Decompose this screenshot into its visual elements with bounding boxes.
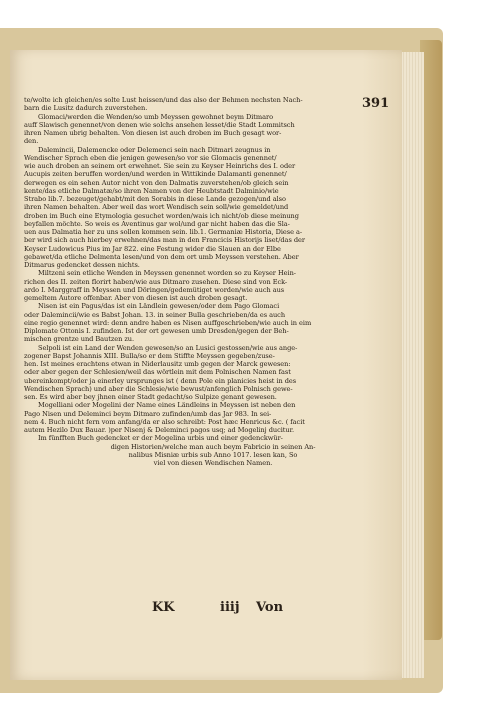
text-line: ihren Namen ubrig behalten. Von diesen ist auch droben im Buch gesagt wor-	[24, 129, 282, 137]
page-number: 391	[362, 96, 390, 111]
text-line: ubereinkompt/oder ja einerley ursprunges ist ( denn Pole ein planicies heist in des	[24, 376, 297, 385]
text-line: uen aus Dalmatia her zu uns sollen kommen sein. lib.1. Germaniæ Historia, Diese a-	[24, 228, 303, 236]
text-line: autem Hezilo Dux Bauar. )per Nisenj & Deleminci pagos usq; ad Mogelinj ducitur.	[24, 426, 295, 434]
text-line: zogener Bapst Johannis XIII. Bulla/so er dem Stiffte Meyssen gegeben/zuse-	[24, 351, 275, 360]
text-line: Wendischer Sprach eben die jenigen gewesen/so vor sie Glomacis genennet/	[24, 153, 277, 162]
text-line: wie auch droben an seinem ort erwehnet. Sie sein zu Keyser Heinrichs des I. oder	[24, 162, 296, 170]
text-line: Ditmarus gedencket dessen nichts.	[24, 261, 140, 269]
signature-mark: KK	[152, 600, 175, 615]
text-line: Glomaci/werden die Wenden/so umb Meyssen gewohnet beym Ditmaro	[38, 112, 274, 121]
text-line: nem 4. Buch nicht fern vom anfang/da er also schreibt: Post hæc Henricus &c. ( facit	[24, 417, 305, 426]
text-line: Dalemincii, Dalemencke oder Delemenci sein nach Ditmari zeugnus in	[38, 145, 271, 154]
text-line: droben im Buch eine Etymologia gesuchet worden/wais ich nicht/ob diese meinung	[24, 211, 299, 220]
text-line: digen Historien/welche man auch beym Fabricio in seinen An-	[110, 442, 316, 451]
text-line: Keyser Ludowicus Pius im Jar 822. eine Festung wider die Slauen an der Elbe	[24, 244, 281, 253]
text-line: Strabo lib.7. bezeuget/gehabt/mit den Sorabis in diese Lande gezogen/und also	[24, 195, 286, 203]
text-line: Selpoli ist ein Land der Wenden gewesen/so an Lusici gestossen/wie aus ange-	[38, 343, 298, 352]
text-line: te/wolte ich gleichen/es solte Lust heissen/und das also der Behmen nechsten Nach-	[24, 96, 303, 104]
text-line: eine regio genennet wird: denn andre haben es Nisen auffgeschrieben/wie auch in eim	[24, 318, 312, 327]
text-line: mischen grentze und Bautzen zu.	[24, 335, 135, 344]
text-line: auff Slawisch genennet/von denen wie solchs ansehen lesset/die Stadt Lommitsch	[24, 120, 295, 129]
text-line: barn die Lusitz dadurch zuverstehen.	[24, 104, 148, 113]
text-line: oder aber gegen der Schlesien/weil das wörtlein mit dem Polnischen Namen fast	[24, 368, 291, 377]
page-text	[24, 96, 402, 467]
text-line: derwegen es ein sehen Autor nicht von den Dalmatis zuverstehen/ob gleich sein	[24, 178, 289, 187]
text-line: viel von diesen Wendischen Namen.	[153, 459, 273, 467]
sheet-mark: iiij	[220, 600, 240, 615]
text-line: gemeltem Autore offenbar. Aber von diesen ist auch droben gesagt.	[24, 294, 248, 302]
text-line: ber wird sich auch hierbey erwehnen/das man in den Francicis Historijs liset/das der	[24, 236, 305, 245]
text-line: Nisen ist ein Pagus/das ist ein Ländlein gewesen/oder dem Pago Glomaci	[38, 302, 280, 311]
text-line: sen. Es wird aber bey jhnen einer Stadt gedacht/so Sulpize genant gewesen.	[24, 393, 277, 401]
text-line: oder Dalemincii/wie es Babst Johan. 13. in seiner Bulla geschrieben/da es auch	[24, 310, 286, 319]
text-line: Im fünfften Buch gedencket er der Mogelina urbis und einer gedenckwür-	[38, 434, 283, 443]
text-line: ardo I. Marggraff in Meyssen und Döringen/gedemütiget worden/wie auch aus	[24, 285, 285, 294]
text-line: hen. Ist meines erachtens etwan in Niderlausitz umb gegen der Marck gewesen:	[24, 360, 291, 368]
text-line: Diplomate Ottonis I. zufinden. Ist der ort gewesen umb Dresden/gegen der Beh-	[24, 327, 289, 335]
text-line: Mogelliani oder Mogelini der Name eines Ländleins in Meyssen ist neben den	[38, 401, 296, 410]
text-line: ihren Namen behalten. Aber weil das wort Wendisch sein soll/wie gemeldet/und	[24, 203, 289, 212]
text-line: nalibus Misniæ urbis sub Anno 1017. lesen kan, So	[128, 450, 298, 459]
text-line: beyfallen möchte. So weis es Aventinus gar wol/und gar nicht haben das die Sla-	[24, 219, 290, 228]
text-line: Wendischen Sprach) und aber die Schlesie/wie bewust/anfenglich Polnisch gewe-	[24, 384, 293, 393]
text-line: den.	[24, 137, 39, 146]
text-line: Aucupis zeiten beruffen worden/und werden in Wittikinde Dalamanti genennet/	[24, 170, 287, 179]
text-line: Pago Nisen und Deleminci beym Ditmaro zufinden/umb das Jar 983. In sei-	[24, 409, 272, 418]
text-line: richen des II. zeiten florirt haben/wie aus Ditmaro zusehen. Diese sind von Eck-	[24, 277, 288, 286]
text-line: gebawet/da etliche Delmenta lesen/und von dem ort umb Meyssen verstehen. Aber	[24, 252, 299, 261]
text-line: kente/das etliche Dalmatæ/so ihren Namen von der Heubtstadt Dalminio/wie	[24, 186, 279, 195]
catchword: Von	[256, 600, 284, 615]
text-line: Miltzeni sein etliche Wenden in Meyssen genennet worden so zu Keyser Hein-	[38, 269, 296, 278]
